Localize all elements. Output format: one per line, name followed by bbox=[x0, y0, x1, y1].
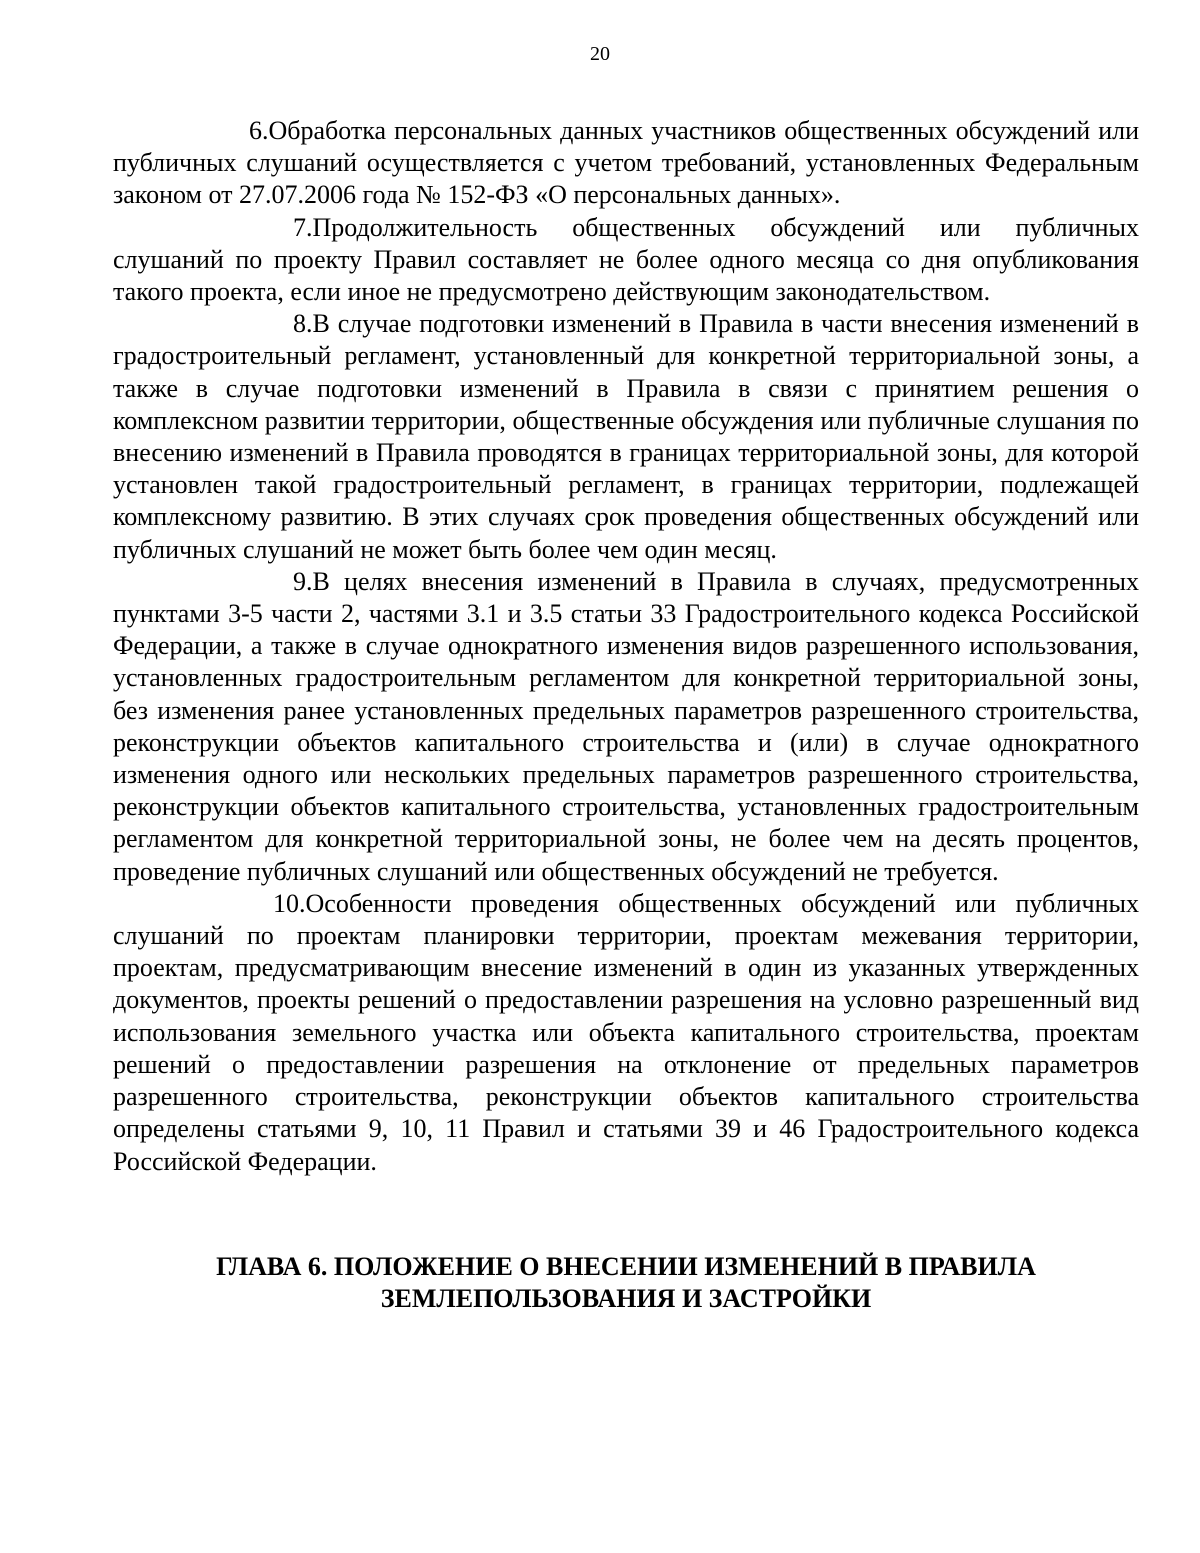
paragraph-number: 10. bbox=[273, 888, 306, 918]
chapter-heading-line-1: ГЛАВА 6. ПОЛОЖЕНИЕ О ВНЕСЕНИИ ИЗМЕНЕНИЙ В ПРАВИЛА bbox=[216, 1252, 1036, 1281]
paragraph-text: Обработка персональных данных участников общественных обсуждений или публичных слушаний осуществляется с учетом требований, установленных Федеральным законом от 27.07.2006 года № 152-ФЗ «О персональных данных». bbox=[113, 116, 1139, 210]
paragraph-number: 7. bbox=[293, 212, 313, 242]
paragraph-text: В случае подготовки изменений в Правила в части внесения изменений в градостроительный регламент, установленный для конкретной территориальной зоны, а также в случае подготовки изменений в Правила в связи с принятием решения о комплексном развитии территории, общественные обсуждения или публичные слушания по внесению изменений в Правила проводятся в границах территориальной зоны, для которой установлен такой градостроительный регламент, в границах территории, подлежащей комплексному развитию. В этих случаях срок проведения общественных обсуждений или публичных слушаний не может быть более чем один месяц. bbox=[113, 309, 1139, 564]
paragraph-text: Продолжительность общественных обсуждений или публичных слушаний по проекту Правил составляет не более одного месяца со дня опубликования такого проекта, если иное не предусмотрено действующим законодательством. bbox=[113, 212, 1139, 307]
chapter-heading-line-2: ЗЕМЛЕПОЛЬЗОВАНИЯ И ЗАСТРОЙКИ bbox=[380, 1284, 872, 1313]
paragraph-7 bbox=[113, 212, 1139, 309]
paragraph-number: 6. bbox=[249, 116, 269, 145]
paragraph-text: Особенности проведения общественных обсуждений или публичных слушаний по проектам планировки территории, проектам межевания территории, проектам, предусматривающим внесение изменений в один из указанных утвержденных документов, проекты решений о предоставлении разрешения на условно разрешенный вид использования земельного участка или объекта капитального строительства, проектам решений о предоставлении разрешения на отклонение от предельных параметров разрешенного строительства, реконструкции объектов капитального строительства определены статьями 9, 10, 11 Правил и статьями 39 и 46 Градостроительного кодекса Российской Федерации. bbox=[113, 888, 1139, 1176]
paragraph-10 bbox=[113, 888, 1139, 1178]
paragraph-text: В целях внесения изменений в Правила в случаях, предусмотренных пунктами 3-5 части 2, частями 3.1 и 3.5 статьи 33 Градостроительного кодекса Российской Федерации, а также в случае однократного изменения видов разрешенного использования, установленных градостроительным регламентом для конкретной территориальной зоны, без изменения ранее установленных предельных параметров разрешенного строительства, реконструкции объектов капитального строительства и (или) в случае однократного изменения одного или нескольких предельных параметров разрешенного строительства, реконструкции объектов капитального строительства, установленных градостроительным регламентом для конкретной территориальной зоны, не более чем на десять процентов, проведение публичных слушаний или общественных обсуждений не требуется. bbox=[113, 566, 1139, 886]
paragraph-number: 9. bbox=[293, 566, 313, 596]
page-number: 20 bbox=[590, 43, 610, 65]
paragraph-9 bbox=[113, 566, 1139, 888]
paragraph-number: 8. bbox=[293, 309, 313, 339]
document-body bbox=[113, 115, 1139, 1178]
paragraph-8 bbox=[113, 308, 1139, 566]
paragraph-6 bbox=[113, 115, 1139, 212]
chapter-heading bbox=[113, 1251, 1139, 1315]
